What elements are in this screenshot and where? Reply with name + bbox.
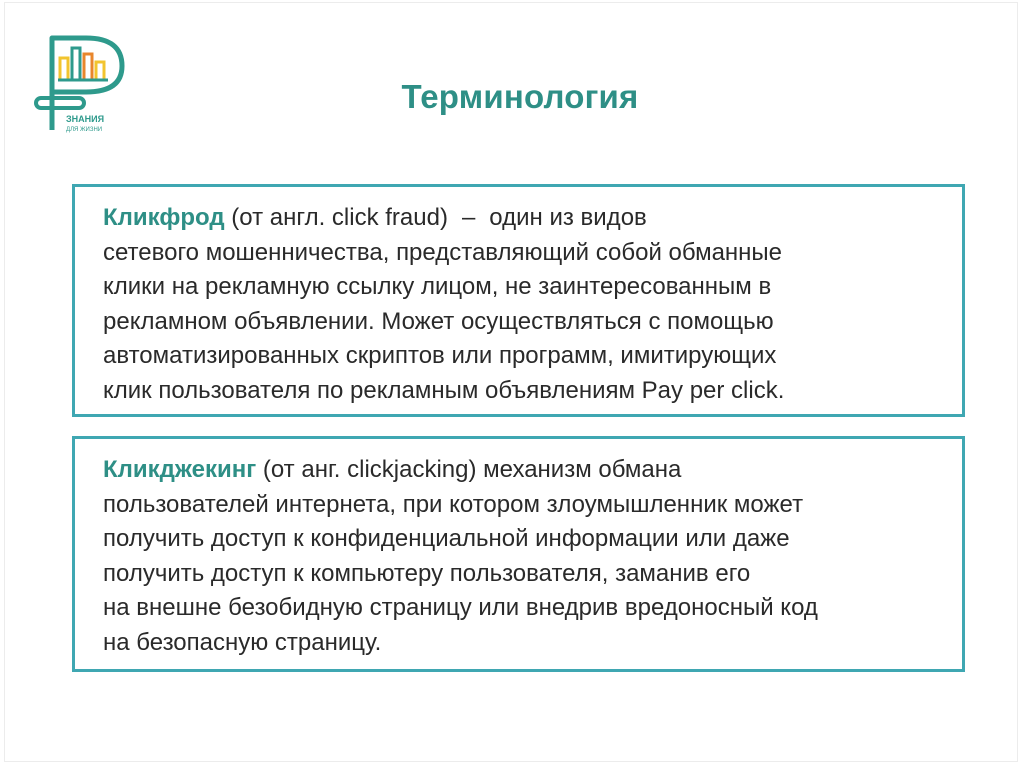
definition-line: пользователей интернета, при котором злоумышленник может (103, 490, 804, 518)
definition-line: сетевого мошенничества, представляющий собой обманные (103, 238, 783, 266)
definition-line: на безопасную страницу. (103, 628, 382, 656)
definition-line: получить доступ к компьютеру пользователя, заманив его (103, 559, 751, 587)
definition-line: на внешне безобидную страницу или внедрив вредоносный код (103, 594, 818, 621)
definition-line (103, 453, 934, 488)
dash: – (461, 204, 476, 231)
definition-text: (от англ. click fraud) (224, 204, 448, 231)
term-clickjacking: Кликджекинг (103, 456, 257, 483)
definition-line: клики на рекламную ссылку лицом, не заинтересованным в (103, 273, 772, 300)
definition-text: один из видов (489, 204, 647, 231)
ruble-logo-icon (30, 30, 140, 140)
definition-line (103, 201, 934, 236)
logo-text-1: ЗНАНИЯ (66, 114, 105, 124)
definition-line: рекламном объявлении. Может осуществляться с помощью (103, 307, 774, 335)
page-title: Терминология (401, 78, 639, 115)
definition-line: автоматизированных скриптов или программ, имитирующих (103, 342, 777, 369)
definition-box-clickfraud (72, 184, 965, 417)
definition-text: (от анг. clickjacking) механизм обмана (256, 456, 682, 483)
logo-text-2: ДЛЯ ЖИЗНИ (66, 127, 103, 133)
logo (30, 30, 140, 140)
definition-line: получить доступ к конфиденциальной информации или даже (103, 525, 790, 552)
term-clickfraud: Кликфрод (103, 204, 225, 231)
definition-line: клик пользователя по рекламным объявлениям Pay per click. (103, 376, 785, 404)
definition-box-clickjacking (72, 436, 965, 672)
